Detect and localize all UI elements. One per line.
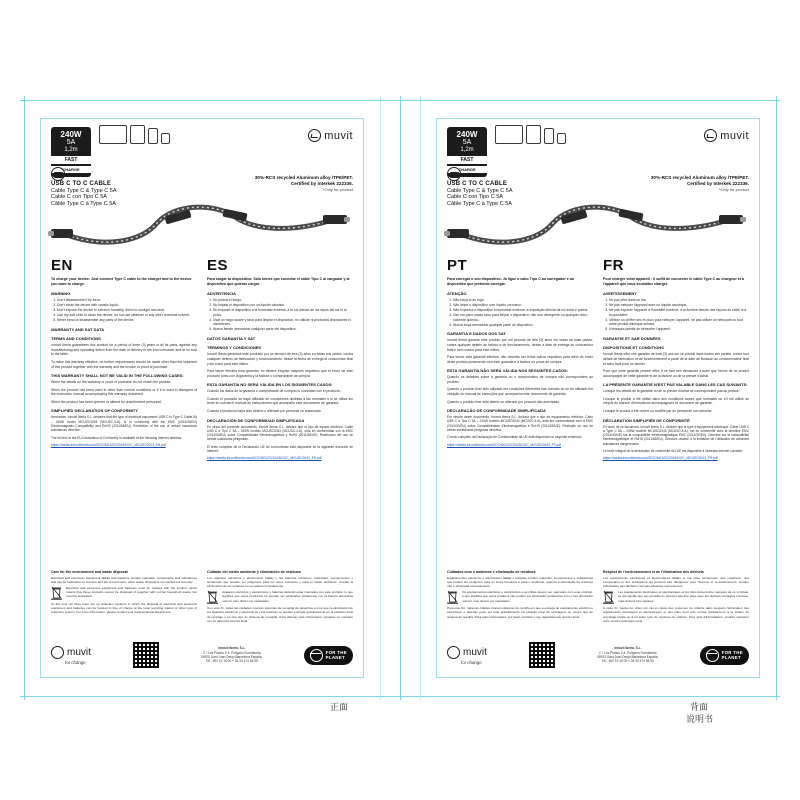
tablet-icon — [526, 125, 541, 144]
paragraph: When the product has been opened or altered by unauthorized personnel. — [51, 399, 163, 404]
footer-brand-name: muvit — [67, 646, 91, 658]
paragraph: Lorsque le produit a été utilisé dans des conditions autres que normales ou s'il est utilisé au mépris du manuel d'instructions accompagnant ce document de garantie. — [603, 396, 749, 406]
paragraph: En vertu de ce document, Innovit Iberia S.L. déclare que le type d'équipement électrique: Câble USB C a Type C 5A – 240W modèle MCUSC0043 (MCUSC-4-A), est en conformité avec la directive EMC (2014/30/UE) sur la compatibilité électromagnétique EMC (2014/30/EU). Directive sur la compatibilité électromagnétique et RoHS (2011/65/EU). Directive relative à la limitation de l'utilisation de certaines substances dangereuses. — [603, 424, 749, 446]
address-line-2: 08970 Sant Joan Despí Barcelona España. — [201, 655, 263, 659]
cable-line-1: Cable Type C & Type C 5A — [447, 187, 513, 194]
badge-fast-sub: CHARGE — [447, 166, 487, 173]
footer-tagline: for change — [461, 659, 482, 665]
cable-line-2: Cable C con Tipo C 5A — [51, 194, 107, 200]
paragraph: Os equipamentos eléctricos e electrónicos e as pilhas devem ser marcados com este símbolo, o que significa que estes produtos não podem ser eliminados juntamente com o lixo doméstico normal, mas devem ser separados. — [462, 590, 593, 603]
planet-line-2: PLANET — [325, 655, 345, 660]
crossed-bin-icon — [207, 590, 218, 604]
paragraph: Quando os detalhes sobre a garantia ou o comprovativo de compra não correspondem ao produto. — [447, 375, 593, 384]
recycled-note: *Only for product — [322, 187, 353, 192]
paragraph: Equipamentos eléctricos e electrónicos (EEE) e baterias contêm materiais, componentes e substâncias que podem ser perigosos para os seres humanos e para o ambiente, quando a eliminação de resíduos não é efectuada correctamente. — [447, 575, 593, 588]
laptop-icon — [99, 125, 127, 144]
paragraph: When the product has been used in other than normal conditions or if it is used in disregard of the instruction manual accompanying this warranty document. — [51, 387, 197, 397]
list-item: 4. Use dry soft cloth to clean the device, do not use cleanser or any other chemical solvent. — [57, 313, 197, 318]
laptop-icon — [495, 125, 523, 144]
list-item: 1. Não torçá-lo ao fogo. — [453, 298, 593, 303]
warning-list-es — [207, 298, 353, 332]
weee-en — [51, 570, 197, 625]
section-title-fr-warning: AVERTISSEMENT — [603, 291, 637, 296]
crossed-bin-icon — [447, 590, 458, 604]
recycled-line-1: 30%-RCS recycled Aluminum alloy /TPE/PET. — [650, 175, 749, 180]
paragraph: To this end, all cities have set up collection systems in which the disposal of electrical and electronic equipment and batteries can be handed in free of charge at the local recycling station or other type of collection system. For more information, please contact your local technical department. — [51, 601, 197, 615]
caption-front: 正面 — [330, 703, 349, 713]
compatible-devices — [99, 125, 170, 144]
list-item: 5. Never bend or disassemble any parts of the device. — [57, 318, 197, 323]
warning-list-fr — [603, 298, 749, 332]
globe-icon — [706, 649, 719, 662]
lead-es: Para cargar tu dispositivo: Sólo tienes que conectar el cable Tipo C al cargador y al dispositivo que quieras cargar. — [207, 277, 350, 286]
back-panel — [436, 118, 760, 678]
muvit-mark-icon — [51, 646, 64, 659]
paragraph: En virtud del presente documento, Innovit Iberia S.L. declara que el tipo de equipo eléctrico: Cable USB C a Tipo C 5A – 240W modelo MCUSC0043 (MCUSC-4-A), está en conformidad con la EMC (2014/30/EU) sobre Compatibilidad Electromagnética y RoHS (2011/65/UE). Restricción del uso de ciertas sustancias peligrosas. — [207, 424, 353, 442]
cable-line-2: Cable C con Tipo C 5A — [447, 194, 503, 200]
doc-link-pt[interactable]: https://media.innov4iberia.com/DOC/MCUSC0043/DOC_MCUSC0043_PT.pdf — [447, 442, 561, 447]
badge-length: 1,2m — [64, 147, 78, 153]
paragraph: Innovit Iberia garante este produto por um período de três (3) anos em todas as suas partes, contra qualquer defeito de fabrico e de funcionamento, desde a data de entrega ao consumidor final e sem custos para este último. — [447, 338, 593, 352]
cable-line-1: Cable Type C & Type C 5A — [51, 187, 117, 194]
paragraph: Cuando el producto se haya utilizado en condiciones distintas a las normales o si se utiliza sin tener en cuenta el manual de instrucciones que acompaña este documento de garantía. — [207, 396, 353, 406]
paragraph: Para este fim, todas as cidades criaram sistemas de recolha em que a entrega de equipamento eléctrico e electrónico e baterias pode ser feita gratuitamente na estação local de reciclagem ou noutro tipo de sistema de recolha. Para mais informações, por favor contacte o seu departamento técnico local. — [447, 606, 593, 619]
recycled-line-1: 30%-RCS recycled Aluminum alloy /TPE/PET. — [254, 175, 353, 180]
badge-watt: 240W — [60, 130, 82, 139]
caption-back: 背面 — [690, 703, 709, 713]
caption-back-sub: 说明书 — [686, 715, 714, 725]
cable-illustration — [443, 201, 753, 253]
paragraph: Innovit Iberia guarantees this product for a period of three (3) years in all its parts, against any manufacturing and operating defect from the date of delivery to the end consumer and at no cost to the latter. — [51, 343, 197, 357]
cable-title: USB C TO C CABLE — [447, 181, 508, 187]
badge-amp: 5A — [66, 139, 76, 146]
paragraph: Quando o produto tiver sido aberto ou alterado por pessoal não autorizado. — [447, 399, 561, 404]
company-address — [201, 646, 262, 664]
cable-line-3: Câble Type C à Type C 5A — [447, 200, 512, 207]
badge-watt: 240W — [456, 130, 478, 139]
column-fr — [603, 257, 749, 461]
footer-brand-name: muvit — [463, 646, 487, 658]
lead-pt: Para carregar o seu dispositivo: Já ligue o cabo Tipo C ao carregador e ao dispositivo que pretende carregar. — [447, 277, 574, 286]
list-item: 3. No exponer el dispositivo a la humedad extrema, a la luz directa de los rayos del sol ni al polvo. — [213, 308, 353, 317]
weee-title-en: Care for the environment and waste disposal — [51, 569, 128, 574]
paragraph: Electrical and electronic equipment and batteries must be marked with the symbol, which means that these products cannot be disposed of together with normal household waste, but must be separated. — [66, 585, 197, 599]
list-item: 1. No probar el fuego. — [213, 298, 353, 303]
paragraph: Con este fin, todas las ciudades cuentan sistemas de recogida de desechos en los que la eliminación de los aparatos eléctricos y electrónicos y las baterías se pueden entregar gratuitamente en la estación local de reciclaje o en otro tipo de sistema de recogida. Para obtener más información, póngase en contacto con su dirección técnica local. — [207, 606, 353, 623]
list-item: 3. Don't expose the device to extreme humidity, direct to sunlight and dust. — [57, 308, 197, 313]
muvit-mark-icon — [447, 646, 460, 659]
paragraph: El texto completo de la Declaración UE de conformidad está disponible en la siguiente dirección de internet: — [207, 444, 353, 454]
paragraph: O texto completo da Declaração de Conformidade da UE está disponível no seguinte endereço: — [447, 435, 583, 440]
doc-link-es[interactable]: https://media.innov4iberia.com/DOC/MCUSC0043/DOC_MCUSC0043_ES.pdf — [207, 456, 322, 461]
paragraph: Le texte intégral de la déclaration de conformité de l'UE est disponible à l'adresse internet suivante: — [603, 449, 743, 454]
address-line-1: C / Los Planos 2-4. Polígono Fuenlaneta — [599, 650, 657, 655]
address-line-2: 08970 Sant Joan Despí Barcelona España. — [597, 655, 659, 659]
muvit-mark-icon — [704, 129, 717, 142]
weee-title-es: Cuidado del medio ambiente y eliminación de residuos — [207, 569, 301, 574]
list-item: 5. N'essayez jamais de démonter l'appareil. — [609, 327, 749, 332]
section-title-fr-doc: DÉCLARATION SIMPLIFIÉE DE CONFORMITÉ — [603, 417, 690, 423]
compatible-devices — [495, 125, 566, 144]
paragraph: Innovit Iberia garantiza este producto por un término de tres (3) años en todas sus partes, contra cualquier defecto de fabricación y funcionamiento, desde la fecha de entrega al consumidor final y sin costo para este último. — [207, 352, 353, 366]
section-title-es-warning: ADVERTENCIA — [207, 291, 236, 296]
front-weee-block — [41, 564, 363, 625]
usb-c-icon — [447, 167, 461, 181]
badge-amp: 5A — [462, 139, 472, 146]
section-title-es-warranty: DATOS GARANTÍA Y SAT — [207, 336, 256, 342]
back-weee-block — [437, 564, 759, 625]
section-title-fr-invalid: LA PRÉSENTE GARANTIE N'EST PAS VALABLE DANS LES CAS SUIVANTS: — [603, 382, 748, 388]
crop-guide-center-right — [420, 96, 421, 700]
cable-illustration — [47, 201, 357, 253]
watch-icon — [161, 133, 170, 144]
section-title-en-invalid: THIS WARRANTY SHALL NOT BE VALID IN THE FOLLOWING CASES: — [51, 373, 184, 379]
brand-logo — [308, 129, 353, 142]
recycled-claim — [651, 175, 749, 193]
section-subtitle-es-terms: TÉRMINOS Y CONDICIONES — [207, 345, 262, 351]
section-title-pt-warranty: GARANTIA E DADOS DOS SAT — [447, 331, 506, 337]
planet-line-1: FOR THE — [325, 650, 347, 655]
cable-image — [47, 201, 357, 253]
paragraph: Para hacer efectiva esta garantía, no deberá exigirse mayores requisitos que el envío de este producto junto con la garantía y la factura o comprobante de compra. — [207, 369, 353, 378]
crop-guide-center-left — [380, 96, 381, 700]
section-subtitle-en-terms: TERMS AND CONDITIONS — [51, 336, 101, 342]
footer-brand — [447, 646, 487, 665]
cable-title: USB C TO C CABLE — [51, 181, 112, 187]
weee-es — [207, 570, 353, 625]
planet-line-1: FOR THE — [721, 650, 743, 655]
list-item: 5. Nunca torça desmontar qualquer parte do dispositivo. — [453, 323, 593, 328]
usb-c-icon — [51, 167, 65, 181]
paragraph: Lorsque le produit a été ouvert ou modifié par du personnel non autorisé. — [603, 409, 713, 414]
doc-link-fr[interactable]: https://media.innov4iberia.com/DOC/MCUSC0043/DOC_MCUSC0043_FR.pdf — [603, 456, 718, 461]
warning-list-en — [51, 298, 197, 323]
column-es — [207, 257, 353, 461]
badge-length: 1,2m — [460, 147, 474, 153]
section-title-es-invalid: ESTA GARANTÍA NO SERÁ VÁLIDA EN LOS SIGUIENTES CASOS: — [207, 382, 333, 388]
front-language-columns — [41, 253, 363, 461]
lang-title-es: ES — [207, 257, 229, 274]
lang-title-pt: PT — [447, 257, 468, 274]
address-line-3: Tel.: 902 19 19 00 » 34 93 474 85 95 — [205, 659, 258, 664]
footer-brand — [51, 646, 91, 665]
company-name: Innov4 Iberia, S.L. — [218, 646, 246, 651]
crossed-bin-icon — [603, 590, 614, 604]
brand-name: muvit — [720, 129, 749, 142]
paragraph: Em virtude deste documento, Innovit Iberia S.L. declara que o tipo de equipamento eléctrico: Cabo USB C a Tipo C 5A – 240W modelo MCUSC0043 (MCUSC-4-A), está em conformidade com a EMC (2014/30/EU) sobre Compatibilidade Electromagnética e RoHS (2011/65/UE). Restrição do uso de certas substâncias perigosas directiva. — [447, 415, 593, 433]
paragraph: Innovit Iberia offre une garantie de trois (3) ans sur ce produit dans toutes ses parties, contre tout défaut de fabrication et de fonctionnement à partir de la date de livraison au consommateur final et sans frais pour ce dernier. — [603, 352, 749, 366]
crop-guide-center — [400, 96, 401, 700]
paragraph: To make this warranty effective, no further requirements should be made other than the shipment of this product together with the warranty and the invoice or proof of purchase. — [51, 359, 197, 369]
paragraph: Quando o produto tiver sido utilizado em condições diferentes das normais ou se for utilizado em violação do manual de instruções que acompanha este documento de garantia. — [447, 387, 593, 397]
cable-image — [443, 201, 753, 253]
phone-icon — [544, 128, 554, 144]
weee-symbol-row-pt — [447, 590, 593, 604]
paragraph: When the details on the warranty or proof of purchase do not match the product. — [51, 380, 172, 385]
list-item: 4. Utilisez un chiffon sec et doux pour nettoyer l'appareil, ne pas utiliser un nettoyant ou tout autre produit chimique solvant. — [609, 318, 749, 327]
back-header — [437, 119, 759, 207]
lead-fr: Pour charger votre appareil : Il suffit de connecter le câble Type C au chargeur et à l'appareil que vous souhaitez charger. — [603, 277, 744, 286]
front-header — [41, 119, 363, 207]
watch-icon — [557, 133, 566, 144]
list-item: 4. Use um pano macio seco para limpar o dispositivo, não use detergente ou qualquer outro solvente químico. — [453, 313, 593, 322]
doc-link-en[interactable]: https://media.innov4iberia.com/DOC/MCUSC0043/DOC_MCUSC0043_EN.pdf — [51, 442, 166, 447]
section-title-es-doc: DECLARACIÓN DE CONFORMIDAD SIMPLIFICADA — [207, 417, 305, 423]
paragraph: Para tornar esta garantia efectiva, não deverão ser feitos outros requisitos para além do envio deste produto juntamente com este garantia e a factura ou prova de compra. — [447, 355, 593, 364]
weee-fr — [603, 570, 749, 625]
section-title-en-warranty: WARRANTY AND SAT DATA — [51, 326, 105, 332]
crossed-bin-icon — [51, 586, 62, 600]
weee-symbol-row-fr — [603, 590, 749, 604]
list-item: 2. Não limpe o dispositivo com líquido corrosivo. — [453, 303, 593, 308]
planet-line-2: PLANET — [721, 655, 741, 660]
paragraph: Les équipements électriques et électroniques (EEE) et les piles contiennent des matériaux, des composants et des substances qui peuvent être dangereux pour l'homme et l'environnement, lorsque l'élimination des déchets n'est pas effectuée correctement. — [603, 575, 749, 588]
brand-name: muvit — [324, 129, 353, 142]
section-title-pt-invalid: ESTA GARANTIA NÃO SERÁ VÁLIDA NOS SEGUINTES CASOS: — [447, 368, 569, 374]
column-pt — [447, 257, 593, 461]
list-item: 2. Ne pas nettoyer l'appareil avec un liquide caustique. — [609, 303, 749, 308]
planet-text — [722, 650, 743, 660]
lang-title-en: EN — [51, 257, 73, 274]
globe-icon — [310, 649, 323, 662]
footer-logo — [51, 646, 91, 659]
badge-fast: FAST — [447, 156, 487, 164]
address-line-3: Tel.: 902 19 19 00 » 34 93 474 85 95 — [601, 659, 654, 664]
recycled-claim — [255, 175, 353, 193]
qr-code[interactable] — [132, 641, 160, 669]
paragraph: Cuando el producto haya sido abierto o alterado por personal no autorizado. — [207, 409, 322, 414]
badge-fast-sub: CHARGE — [51, 166, 91, 173]
recycled-line-2: Certified by Interkek 222336. — [290, 181, 353, 186]
section-title-fr-warranty: GARANTIE ET SAR DONNÉES — [603, 336, 661, 342]
section-subtitle-fr-terms: DISPOSITIONS ET CONDITIONS — [603, 345, 664, 351]
crop-guide-left — [24, 96, 25, 700]
section-title-pt-doc: DECLARAÇÃO DE CONFORMIDADE SIMPLIFICADA — [447, 408, 546, 414]
recycled-line-2: Certified by Interkek 222336. — [686, 181, 749, 186]
section-title-pt-warning: ATENÇÃO — [447, 291, 467, 296]
weee-pt — [447, 570, 593, 625]
tablet-icon — [130, 125, 145, 144]
list-item: 4. Usar un trapo suave y seco para limpiar el dispositivo, no utilizar ni productos limpiadores ni disolventes. — [213, 318, 353, 327]
paragraph: Hereunder, Innovit Iberia S.L. declares that the type of electrical equipment: USB C to Type C Cable 5A – 240W model MCUSC0043 (MCUSC-4-A), is in conformity with the EMC (2014/30/EU) Electromagnetic Compatibility and RoHS (2011/65/EU). Restriction of the use of certain hazardous substances directive. — [51, 415, 197, 433]
cable-line-3: Câble Type C à Type C 5A — [51, 200, 116, 207]
list-item: 5. Nunca bende desmontar cualquier parte del dispositivo. — [213, 327, 353, 332]
phone-icon — [148, 128, 158, 144]
planet-text — [326, 650, 347, 660]
paragraph: The full text of the EU Declaration of Conformity is available at the following internet address: — [51, 435, 182, 440]
front-footer — [41, 641, 363, 669]
column-en — [51, 257, 197, 461]
badge-fast: FAST — [51, 156, 91, 164]
back-footer — [437, 641, 759, 669]
paragraph: Los aparatos eléctricos y electrónicos (AEE) y las baterías contienen materiales, componentes y sustancias que pueden ser peligrosos para los seres humanos y para el medio ambiente, cuando la eliminación de los residuos no se realiza correctamente. — [207, 575, 353, 588]
section-title-en-doc: SIMPLIFIED DECLARATION OF CONFORMITY — [51, 408, 139, 414]
paragraph: Lorsque les détails de la garantie ou de la preuve d'achat ne correspondent pas au produit. — [603, 389, 740, 394]
paragraph: À cette fin, toutes les villes ont mis en place des systèmes de collecte dans lesquels l'élimination des équipements électriques et électroniques et des piles peut être remise gratuitement à la station de recyclage locale ou à un autre type de système de collecte. Pour plus d'informations, veuillez contacter votre service technique local. — [603, 606, 749, 623]
paragraph: Pour que cette garantie prenne effet, il ne faut rien demander d'autre que l'envoi de ce produit accompagné de cette garantie et de la facture ou de la preuve d'achat. — [603, 369, 749, 378]
paragraph: Aparatos eléctricos y electrónicos y baterías deberán estar marcados con este símbolo, lo que significa que estos productos no pueden ser eliminados juntamente con la basura doméstica normal, sino deben ser separados. — [222, 590, 353, 603]
weee-symbol-row-es — [207, 590, 353, 604]
paragraph: Electrical and electronic equipment (EEE) and batteries contain materials, components and substances that can be hazardous to humans and the environment, when waste disposal is not carried out correctly. — [51, 575, 197, 584]
company-name: Innov4 Iberia, S.L. — [614, 646, 642, 651]
lang-title-fr: FR — [603, 257, 624, 274]
front-panel — [40, 118, 364, 678]
muvit-mark-icon — [308, 129, 321, 142]
footer-tagline: for change — [65, 659, 86, 665]
weee-title-pt: Cuidados com o ambiente e eliminação de resíduos — [447, 569, 536, 574]
brand-logo — [704, 129, 749, 142]
list-item: 3. Ne pas exposer l'appareil à l'humidité extrême, à la lumière directe des rayons du soleil ni à la poussière. — [609, 308, 749, 317]
list-item: 2. Don't clean the device with caustic liquid. — [57, 303, 197, 308]
qr-code[interactable] — [528, 641, 556, 669]
recycled-note: *Only for product — [718, 187, 749, 192]
weee-symbol-row-en — [51, 586, 197, 600]
list-item: 2. No limpiar el dispositivo con un líquido cáustico. — [213, 303, 353, 308]
list-item: 1. Don't disassemble it by force. — [57, 298, 197, 303]
section-title-en-warning: WARNING — [51, 291, 71, 296]
back-language-columns — [437, 253, 759, 461]
paragraph: Les équipements électriques et électroniques et les piles doivent être marqués de ce symbole, ce qui signifie que ces produits ne peuvent pas être jetés avec les déchets ménagers normaux, mais doivent être séparés. — [618, 590, 749, 603]
footer-logo — [447, 646, 487, 659]
warning-list-pt — [447, 298, 593, 328]
list-item: 3. Não exponha o dispositivo à humidade extrema, a exposição directa da luz solar e poeira. — [453, 308, 593, 313]
one-percent-planet-badge — [700, 646, 749, 665]
company-address — [597, 646, 658, 664]
weee-title-fr: Respect de l'environnement et de l'élimination des déchets — [603, 569, 704, 574]
paragraph: Cuando los datos de la garantía o comprobante de compra no coincidan con el producto. — [207, 389, 341, 394]
lead-en: To charge your device: Just connect Type C cable to the charger and to the device you want to charge. — [51, 277, 192, 286]
one-percent-planet-badge — [304, 646, 353, 665]
list-item: 1. Ne pas jeter dans un feu. — [609, 298, 749, 303]
crop-guide-right — [776, 96, 777, 700]
address-line-1: C / Los Planos 2-4. Polígono Fuenlaneta — [203, 650, 261, 655]
